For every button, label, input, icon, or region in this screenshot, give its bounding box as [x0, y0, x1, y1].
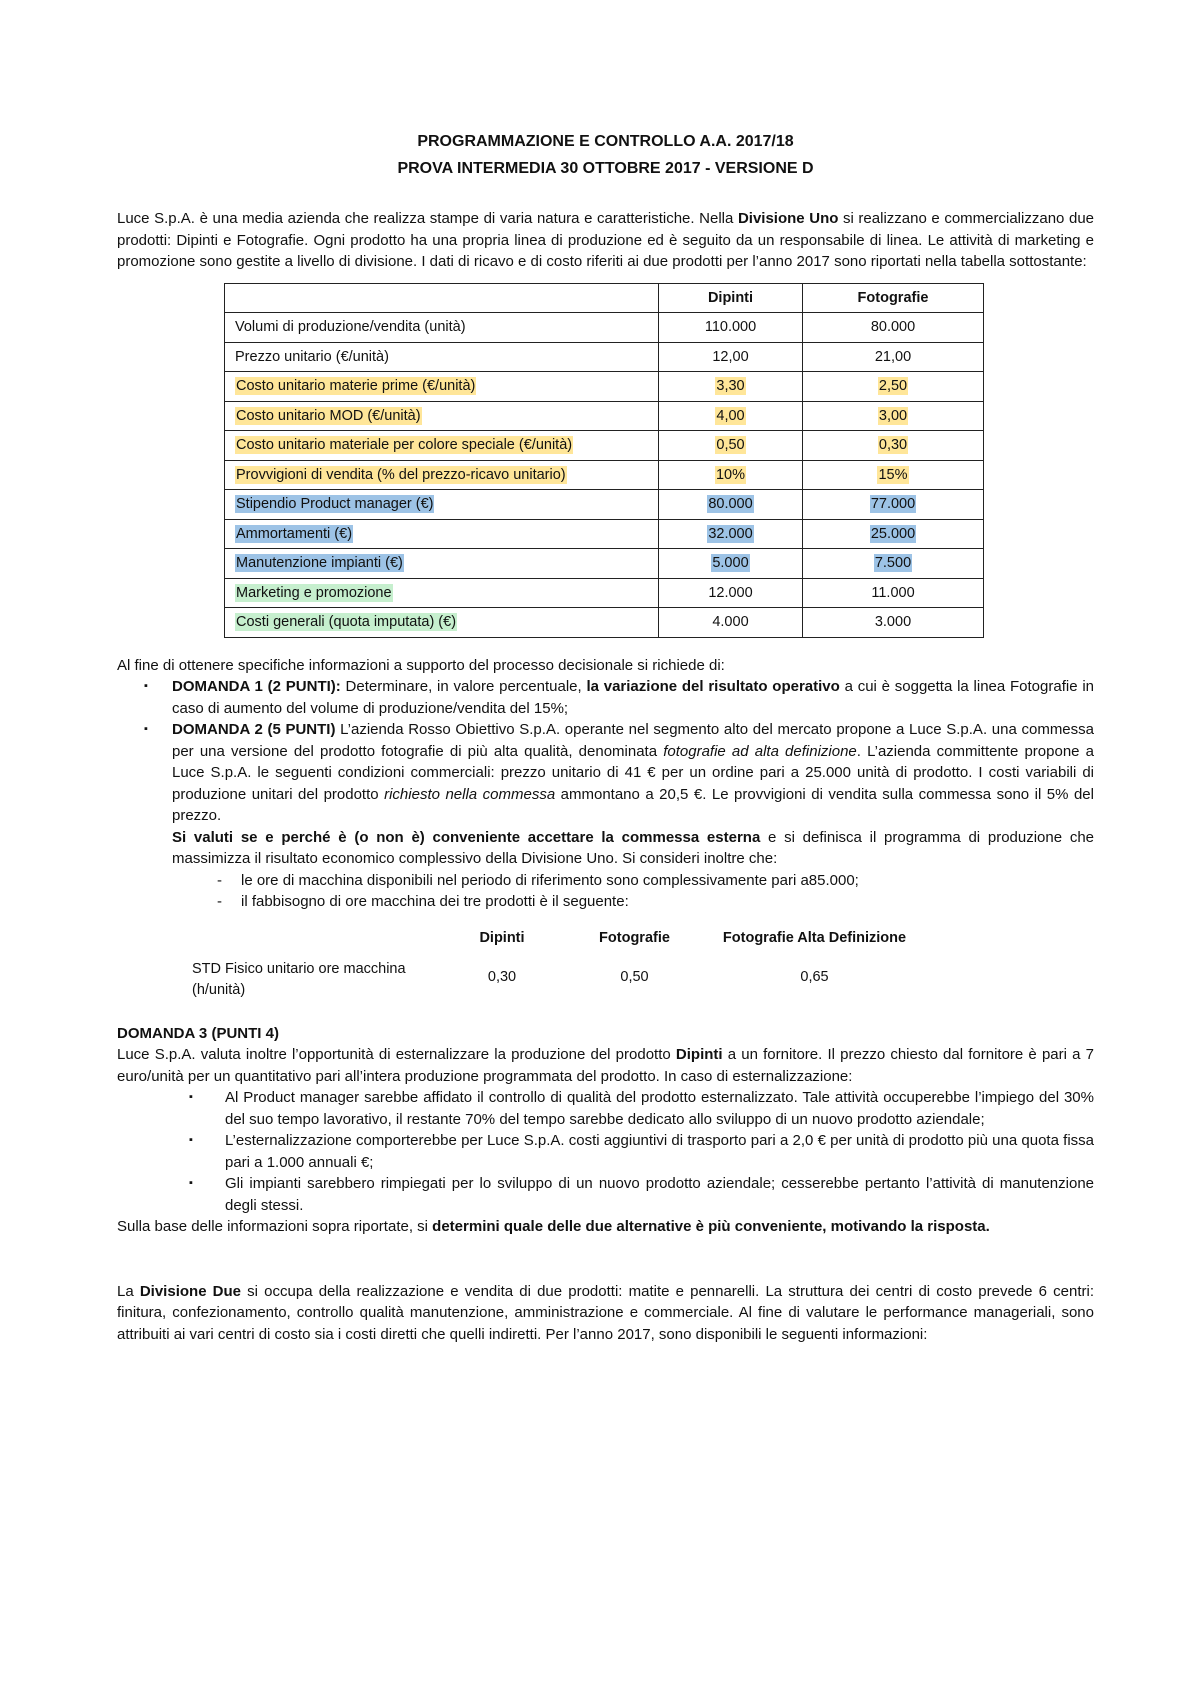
square-bullet-icon: ▪ [144, 723, 148, 735]
square-bullet-icon: ▪ [189, 1177, 193, 1189]
intro-division-one: Divisione Uno [737, 210, 839, 227]
std-value-fotografie: 0,50 [620, 968, 649, 985]
domanda-2-text: L’azienda Rosso Obiettivo S.p.A. operante nel segmento alto del mercato propone a Luce S.p.A. una commessa per una versione del prodotto fotografie di più alta qualità, denominata [172, 721, 1094, 760]
table-header-fotografie: Fotografie [803, 283, 984, 313]
divisione-due-paragraph [117, 1281, 1094, 1346]
cell-value: 3,30 [716, 378, 745, 395]
row-label [225, 372, 659, 402]
cell-dipinti [659, 313, 803, 343]
cell-dipinti [659, 519, 803, 549]
table-row [225, 490, 984, 520]
domanda-3-text: Luce S.p.A. valuta inoltre l’opportunità di esternalizzare la produzione del prodotto [117, 1046, 676, 1063]
cell-dipinti [659, 490, 803, 520]
domanda-2-italic-2: richiesto nella commessa [384, 785, 556, 803]
row-label-text: Volumi di produzione/vendita (unità) [235, 319, 466, 336]
table-row [225, 460, 984, 490]
row-label [225, 490, 659, 520]
dash-bullet: - [217, 871, 222, 889]
row-label [225, 578, 659, 608]
domanda-2-dash-list [117, 870, 1094, 913]
domanda-1-label: DOMANDA 1 (2 PUNTI): [172, 678, 341, 695]
domanda-3-label: DOMANDA 3 (PUNTI 4) [117, 1024, 279, 1042]
cell-value: 3.000 [874, 614, 912, 631]
exam-title [117, 128, 1094, 182]
domanda-3-list [117, 1087, 1094, 1216]
table-header-empty [225, 283, 659, 313]
conclusion-text: Sulla base delle informazioni sopra riportate, si [117, 1218, 433, 1235]
title-line-1: PROGRAMMAZIONE E CONTROLLO A.A. 2017/18 [417, 133, 794, 150]
cell-fotografie [803, 313, 984, 343]
cell-value: 12.000 [708, 584, 753, 601]
table-header-dipinti: Dipinti [659, 283, 803, 313]
domanda-1-list [117, 676, 1094, 719]
row-label-text: Manutenzione impianti (€) [236, 555, 403, 572]
row-label-text: Costo unitario MOD (€/unità) [236, 407, 421, 424]
cell-fotografie [803, 460, 984, 490]
domanda-3-paragraph [117, 1044, 1094, 1087]
cell-dipinti [659, 401, 803, 431]
cell-fotografie [803, 519, 984, 549]
row-label [225, 519, 659, 549]
row-label-text: Costo unitario materiale per colore speciale (€/unità) [236, 437, 573, 454]
cost-revenue-table [224, 283, 984, 638]
table-row [225, 608, 984, 638]
std-header-fotografie-ad: Fotografie Alta Definizione [722, 929, 907, 946]
domanda-1 [117, 676, 1094, 719]
div2-bold: Divisione Due [139, 1282, 242, 1300]
intro-text-2: si realizzano e commercializzano due prodotti: Dipinti e Fotografie. Ogni prodotto ha una propria linea di produzione ed è seguito da un responsabile di linea. Le attività di marketing e promozione sono gestite a livello di divisione. I dati di ricavo e di costo riferiti ai due prodotti per l’anno 2017 sono riportati nella tabella sottostante: [117, 210, 1095, 270]
table-row [225, 313, 984, 343]
dash-bullet: - [217, 893, 222, 910]
square-bullet-icon: ▪ [144, 680, 148, 692]
cell-value: 25.000 [870, 525, 916, 542]
row-label [225, 431, 659, 461]
domanda-2-bold: Si valuti se e perché è (o non è) conveniente accettare la commessa esterna [172, 828, 761, 846]
intro-text: Luce S.p.A. è una media azienda che realizza stampe di varia natura e caratteristiche. Nella [117, 210, 738, 227]
list-item [117, 1130, 1094, 1173]
row-label-text: Marketing e promozione [236, 584, 392, 601]
cell-value: 80.000 [708, 496, 753, 513]
dash-item-text: il fabbisogno di ore macchina dei tre prodotti è il seguente: [241, 893, 629, 910]
title-line-2: PROVA INTERMEDIA 30 OTTOBRE 2017 - VERSIONE D [397, 160, 814, 177]
std-value-fotografie-ad: 0,65 [800, 968, 829, 985]
std-header-dipinti: Dipinti [479, 929, 525, 946]
intro-paragraph [117, 208, 1094, 273]
domanda-2-text-3: ammontano a 20,5 €. Le provvigioni di vendita sulla commessa sono il 5% del prezzo. [172, 785, 1094, 824]
div2-text: La [117, 1282, 140, 1300]
domanda-2-list [117, 719, 1094, 870]
cell-fotografie [803, 372, 984, 402]
row-label [225, 401, 659, 431]
domanda-1-text-2: a cui è soggetta la linea Fotografie in caso di aumento del volume di produzione/vendita del 15%; [172, 678, 1094, 717]
row-label [225, 608, 659, 638]
row-label-text: Prezzo unitario (€/unità) [235, 348, 389, 365]
cell-dipinti [659, 549, 803, 579]
domanda-3-text-2: a un fornitore. Il prezzo chiesto dal fornitore è pari a 7 euro/unità per un quantitativo pari all’intera produzione programmata del prodotto. In caso di esternalizzazione: [117, 1046, 1094, 1085]
row-label-text: Ammortamenti (€) [236, 525, 353, 542]
square-bullet-icon: ▪ [189, 1134, 193, 1146]
cell-value: 10% [715, 466, 746, 483]
cell-value: 5.000 [712, 555, 749, 572]
domanda-2-text-2: . L’azienda committente propone a Luce S.p.A. le seguenti condizioni commerciali: prezzo unitario di 41 € per un ordine pari a 25.000 unità di prodotto. I costi variabili di produzione unitari del prodotto [172, 742, 1094, 803]
std-row-label: STD Fisico unitario ore macchina (h/unità) [192, 960, 406, 998]
machine-hours-table [192, 927, 932, 1005]
cell-value: 0,30 [878, 437, 908, 454]
cell-value: 2,50 [878, 378, 908, 395]
cell-dipinti [659, 372, 803, 402]
domanda-2-italic: fotografie ad alta definizione [663, 742, 857, 760]
cell-value: 15% [878, 466, 908, 483]
row-label [225, 549, 659, 579]
table-row [225, 578, 984, 608]
domanda-2 [117, 719, 1094, 870]
square-bullet-icon: ▪ [189, 1091, 193, 1103]
list-item [117, 1173, 1094, 1216]
row-label-text: Provvigioni di vendita (% del prezzo-ricavo unitario) [236, 466, 566, 483]
domanda-3-conclusion [117, 1216, 1094, 1238]
cell-fotografie [803, 578, 984, 608]
cell-value: 32.000 [708, 525, 753, 542]
cell-value: 21,00 [874, 348, 912, 365]
cell-fotografie [803, 608, 984, 638]
dash-item [117, 870, 1094, 892]
cell-value: 11.000 [871, 584, 915, 601]
exam-page [117, 128, 1094, 1345]
list-item-text: Al Product manager sarebbe affidato il controllo di qualità del prodotto esternalizzato. Tale attività occuperebbe l’impiego del 30% del suo tempo lavorativo, il restante 70% del tempo sarebbe dedicato allo sviluppo di un nuovo prodotto aziendale; [225, 1089, 1094, 1128]
table-row [225, 431, 984, 461]
dash-item-text: le ore di macchina disponibili nel periodo di riferimento sono complessivamente pari a85.000; [241, 871, 859, 889]
cell-value: 0,50 [716, 437, 745, 454]
table-header-row [225, 283, 984, 313]
cell-value: 7.500 [874, 555, 912, 572]
cell-value: 77.000 [870, 496, 916, 513]
cell-value: 12,00 [712, 348, 749, 365]
std-value-dipinti: 0,30 [487, 968, 517, 985]
std-header-fotografie: Fotografie [599, 929, 670, 946]
cell-dipinti [659, 342, 803, 372]
std-header-empty [192, 927, 432, 949]
table-row [225, 519, 984, 549]
cell-fotografie [803, 431, 984, 461]
row-label-text: Stipendio Product manager (€) [236, 496, 434, 513]
cell-dipinti [659, 431, 803, 461]
cell-dipinti [659, 608, 803, 638]
std-header-row [192, 927, 932, 949]
row-label-text: Costi generali (quota imputata) (€) [236, 614, 457, 631]
domanda-1-text: Determinare, in valore percentuale, [340, 678, 587, 695]
cell-value: 80.000 [870, 319, 916, 336]
row-label-text: Costo unitario materie prime (€/unità) [236, 378, 476, 395]
cell-value: 4,00 [716, 407, 745, 424]
table-row [225, 342, 984, 372]
table-row [225, 401, 984, 431]
cell-dipinti [659, 460, 803, 490]
list-item [117, 1087, 1094, 1130]
div2-text-2: si occupa della realizzazione e vendita di due prodotti: matite e pennarelli. La struttura dei centri di costo prevede 6 centri: finitura, confezionamento, controllo qualità manutenzione, amministrazione e commerciale. Al fine di valutare le performance manageriali, sono attribuiti ai vari centri di costo sia i costi diretti che quelli indiretti. Per l’anno 2017, sono disponibili le seguenti informazioni: [117, 1282, 1094, 1343]
domanda-3-bold: Dipinti [675, 1046, 723, 1063]
dash-item [117, 891, 1094, 913]
cell-value: 3,00 [878, 407, 908, 424]
domanda-2-label: DOMANDA 2 (5 PUNTI) [172, 721, 336, 738]
cell-fotografie [803, 549, 984, 579]
list-item-text: Gli impianti sarebbero rimpiegati per lo sviluppo di un nuovo prodotto aziendale; cesserebbe pertanto l’attività di manutenzione degli stessi. [225, 1175, 1094, 1214]
row-label [225, 313, 659, 343]
row-label [225, 460, 659, 490]
table-row [225, 372, 984, 402]
domanda-1-bold: la variazione del risultato operativo [586, 678, 840, 695]
list-item-text: L’esternalizzazione comporterebbe per Luce S.p.A. costi aggiuntivi di trasporto pari a 2,0 € per unità di prodotto più una quota fissa pari a 1.000 annuali €; [225, 1132, 1094, 1171]
conclusion-bold: determini quale delle due alternative è più conveniente, motivando la risposta. [432, 1218, 990, 1235]
questions-intro: Al fine di ottenere specifiche informazioni a supporto del processo decisionale si richiede di: [117, 656, 725, 674]
cell-dipinti [659, 578, 803, 608]
table-row [225, 549, 984, 579]
cell-fotografie [803, 401, 984, 431]
std-row [192, 949, 932, 1005]
domanda-3-heading [117, 1023, 1094, 1045]
cell-fotografie [803, 342, 984, 372]
cell-value: 4.000 [712, 614, 749, 631]
cell-value: 110.000 [704, 319, 757, 336]
domanda-2-text-4: e si definisca il programma di produzione che massimizza il risultato economico complessivo della Divisione Uno. Si consideri inoltre che: [172, 828, 1095, 867]
row-label [225, 342, 659, 372]
cell-fotografie [803, 490, 984, 520]
